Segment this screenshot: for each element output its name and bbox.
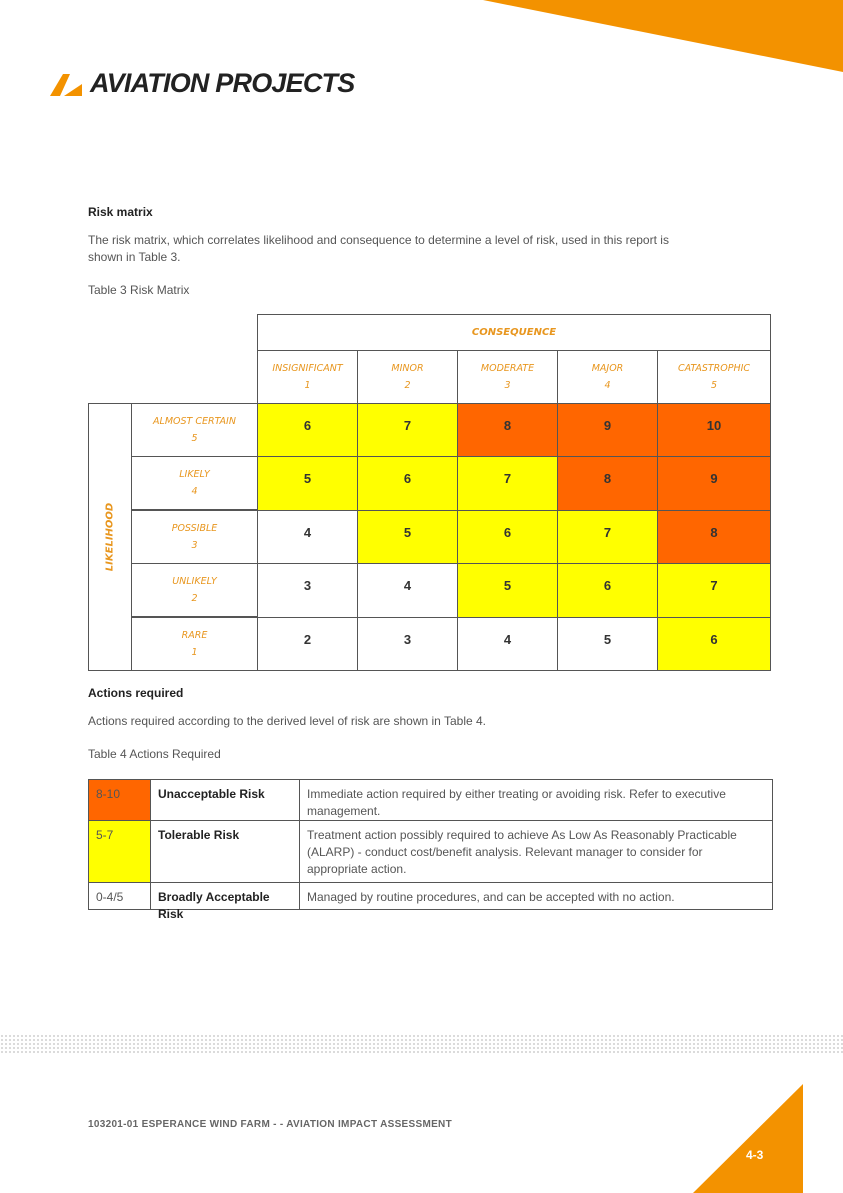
- desc-line: Treatment action possibly required to achieve As Low As Reasonably Practicable: [307, 828, 737, 842]
- row-header-almost-certain: [131, 403, 258, 457]
- row-name: UNLIKELY: [172, 576, 217, 587]
- risk-score-cell: 4: [257, 510, 358, 564]
- row-num: 4: [191, 486, 198, 497]
- risk-score-cell: 9: [657, 456, 771, 511]
- risk-score-cell: 6: [657, 617, 771, 671]
- row-num: 5: [191, 433, 198, 444]
- col-header-major: [557, 350, 658, 404]
- risk-score-cell: 7: [357, 403, 458, 457]
- risk-category: Unacceptable Risk: [150, 779, 300, 821]
- risk-range: 8-10: [88, 779, 151, 821]
- row-name: LIKELY: [179, 469, 210, 480]
- likelihood-axis: [88, 403, 132, 671]
- col-header-catastrophic: [657, 350, 771, 404]
- consequence-title-text: CONSEQUENCE: [471, 327, 557, 338]
- col-num: 5: [710, 380, 718, 391]
- risk-score-cell: 7: [557, 510, 658, 564]
- row-header-rare: [131, 617, 258, 671]
- risk-score-cell: 7: [657, 563, 771, 618]
- risk-score-cell: 4: [357, 563, 458, 618]
- desc-line: appropriate action.: [307, 862, 407, 876]
- col-name: MAJOR: [591, 363, 624, 374]
- logo-mark-icon: [48, 70, 88, 98]
- risk-score-cell: 5: [557, 617, 658, 671]
- page-number: 4-3: [746, 1148, 764, 1162]
- desc-line: management.: [307, 804, 381, 818]
- row-name: POSSIBLE: [171, 523, 218, 534]
- row-header-unlikely: [131, 563, 258, 617]
- row-num: 2: [191, 593, 198, 604]
- col-name: INSIGNIFICANT: [272, 363, 343, 374]
- header-accent-triangle: [483, 0, 843, 72]
- risk-score-cell: 3: [257, 563, 358, 618]
- table4-caption: Table 4 Actions Required: [88, 747, 221, 761]
- col-name: MINOR: [391, 363, 424, 374]
- likelihood-title: LIKELIHOOD: [104, 502, 116, 572]
- risk-score-cell: 10: [657, 403, 771, 457]
- risk-score-cell: 6: [357, 456, 458, 511]
- col-num: 4: [604, 380, 611, 391]
- row-num: 3: [191, 540, 198, 551]
- row-name: RARE: [181, 630, 208, 641]
- col-header-moderate: [457, 350, 558, 404]
- logo-text: AVIATION PROJECTS: [90, 68, 355, 98]
- col-name: CATASTROPHIC: [677, 363, 751, 374]
- row-header-likely: [131, 456, 258, 510]
- desc-line: (ALARP) - conduct cost/benefit analysis. Relevant manager to consider for: [307, 845, 703, 859]
- risk-score-cell: 5: [457, 563, 558, 618]
- footer-accent-triangle: [693, 1084, 803, 1193]
- risk-score-cell: 5: [257, 456, 358, 511]
- risk-matrix-heading: Risk matrix: [88, 205, 153, 219]
- col-header-insignificant: [257, 350, 358, 404]
- risk-action-description: [299, 820, 773, 883]
- decorative-dot-band: [0, 1034, 843, 1054]
- risk-score-cell: 8: [657, 510, 771, 564]
- row-num: 1: [191, 647, 198, 658]
- col-header-minor: [357, 350, 458, 404]
- risk-score-cell: 6: [557, 563, 658, 618]
- actions-required-heading: Actions required: [88, 686, 184, 700]
- risk-matrix-intro-line2: shown in Table 3.: [88, 250, 181, 264]
- col-name: MODERATE: [480, 363, 535, 374]
- col-num: 1: [304, 380, 311, 391]
- table-row: [88, 820, 773, 883]
- risk-score-cell: 5: [357, 510, 458, 564]
- risk-action-description: [299, 882, 773, 910]
- risk-score-cell: 6: [457, 510, 558, 564]
- risk-score-cell: 3: [357, 617, 458, 671]
- col-num: 3: [504, 380, 511, 391]
- risk-score-cell: 8: [557, 456, 658, 511]
- actions-required-intro: Actions required according to the derived level of risk are shown in Table 4.: [88, 714, 486, 728]
- risk-matrix-table: [88, 314, 771, 671]
- risk-score-cell: 2: [257, 617, 358, 671]
- risk-score-cell: 6: [257, 403, 358, 457]
- table-row: [88, 882, 773, 921]
- row-name: ALMOST CERTAIN: [153, 416, 236, 427]
- risk-matrix-intro-line1: The risk matrix, which correlates likelihood and consequence to determine a level of risk, used in this report is: [88, 233, 669, 247]
- risk-category: Broadly Acceptable Risk: [150, 882, 300, 910]
- risk-score-cell: 4: [457, 617, 558, 671]
- risk-action-description: [299, 779, 773, 821]
- desc-line: Managed by routine procedures, and can be accepted with no action.: [307, 890, 675, 904]
- company-logo: [48, 68, 354, 99]
- desc-line: Immediate action required by either treating or avoiding risk. Refer to executive: [307, 787, 726, 801]
- risk-score-cell: 8: [457, 403, 558, 457]
- risk-score-cell: 7: [457, 456, 558, 511]
- col-num: 2: [404, 380, 411, 391]
- risk-range: 0-4/5: [88, 882, 151, 910]
- consequence-title: [257, 314, 771, 351]
- row-header-possible: [131, 510, 258, 564]
- table3-caption: Table 3 Risk Matrix: [88, 283, 190, 297]
- table-row: [88, 779, 773, 821]
- risk-range: 5-7: [88, 820, 151, 883]
- risk-score-cell: 9: [557, 403, 658, 457]
- risk-category: Tolerable Risk: [150, 820, 300, 883]
- footer-document-title: 103201-01 ESPERANCE WIND FARM - - AVIATION IMPACT ASSESSMENT: [88, 1119, 452, 1130]
